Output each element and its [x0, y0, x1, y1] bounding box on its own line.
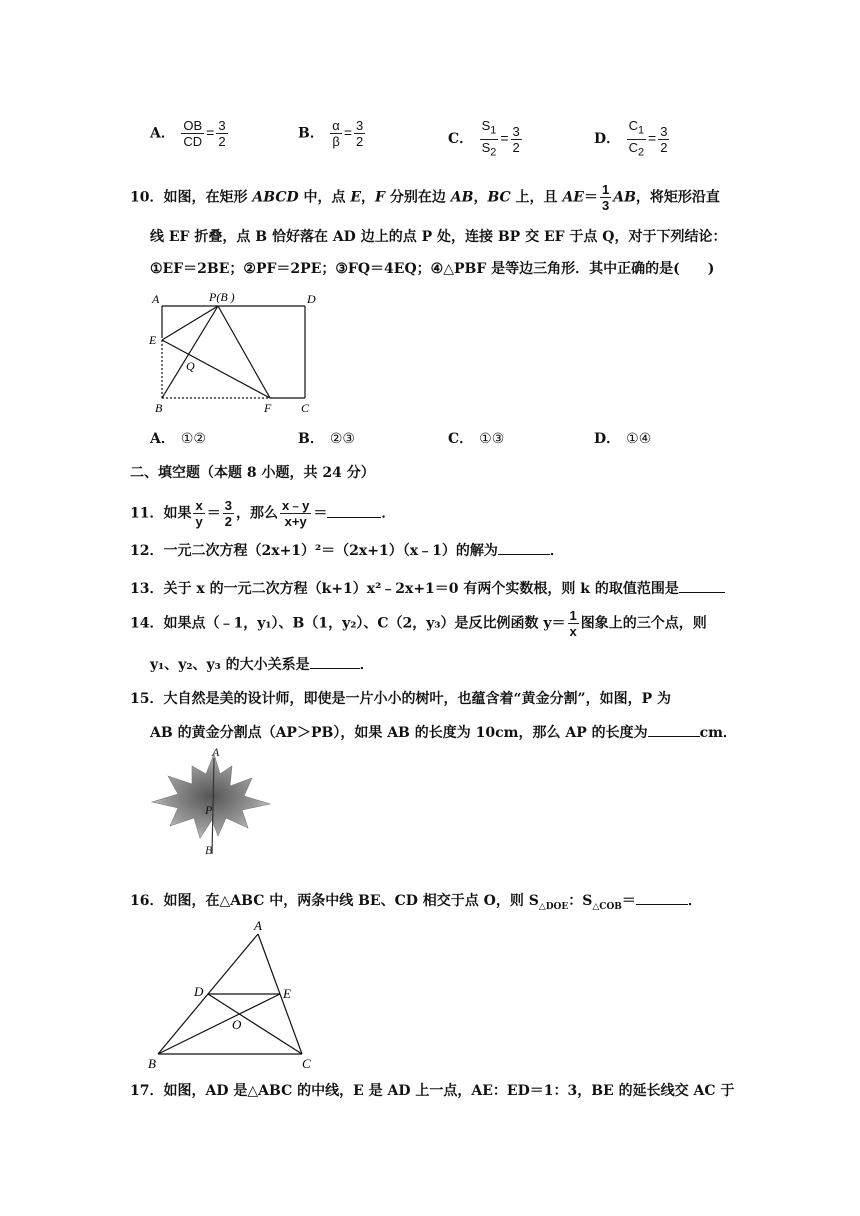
fraction: $\frac{3}{2}$ [512, 123, 520, 155]
option-letter: C． [448, 131, 474, 148]
label-p: P [205, 803, 213, 817]
label-c: C [302, 1056, 311, 1071]
q9-option-a: A． $\frac{OB}{CD}$ = $\frac{3}{2}$ [150, 118, 226, 149]
q16: 16．如图，在△ABC 中，两条中线 BE、CD 相交于点 O，则 $S_{\triangle DOE}$：$S_{\triangle COB}=$ ． [130, 893, 702, 912]
fraction: $\frac{3}{2}$ [224, 498, 232, 529]
q10-line2: 线 EF 折叠，点 B 恰好落在 AD 边上的点 P 处，连接 BP 交 EF 于点 Q，对于下列结论： [150, 229, 727, 245]
label-a: A [212, 745, 220, 759]
option-letter: A． [150, 125, 175, 142]
answer-blank [498, 542, 550, 555]
q10-rectangle-figure [145, 288, 325, 416]
label-e: E [283, 986, 291, 1001]
q12: 12．一元二次方程（2x+1）²＝（2x+1）（x﹣1）的解为 ． [130, 543, 564, 559]
label-b: B [205, 843, 213, 856]
answer-blank [636, 892, 688, 905]
label-d: D [307, 292, 316, 306]
label-d: D [194, 984, 204, 999]
q10-option-b: B． ②③ [298, 431, 355, 447]
label-q: Q [186, 359, 195, 373]
answer-blank [648, 724, 700, 737]
answer-blank [327, 505, 381, 518]
option-letter: D． [594, 131, 621, 148]
fraction: $\frac{3}{2}$ [660, 123, 668, 155]
fraction: $\frac{1}{x}$ [569, 608, 577, 639]
q10-option-c: C． ①③ [448, 431, 505, 447]
fraction: $\frac{S_1}{S_2}$ [481, 118, 497, 159]
q16-triangle-figure [140, 916, 330, 1072]
fraction: $\frac{3}{2}$ [356, 118, 364, 149]
q11: 11．如果 $\frac{x}{y}$ ＝ $\frac{3}{2}$ ，那么 $\frac{x﹣y}{x+y}$ ＝ ． [130, 498, 396, 529]
q14-line2: y₁、y₂、y₃ 的大小关系是 ． [150, 657, 374, 673]
label-p: P(B ) [209, 290, 235, 304]
label-a: A [152, 292, 160, 306]
q10-line1: 10．如图，在矩形 ABCD 中，点 E，F 分别在边 AB，BC 上，且 AE＝ $\frac{1}{3}$ AB，将矩形沿直 [130, 182, 720, 213]
q15-line1: 15．大自然是美的设计师，即使是一片小小的树叶，也蕴含着“黄金分割”，如图，P 为 [130, 691, 671, 707]
q10-option-d: D． ①④ [594, 431, 652, 447]
q9-option-c: C． $\frac{S_1}{S_2}$ = $\frac{3}{2}$ [448, 118, 520, 159]
fraction: $\frac{\alpha}{\beta}$ [332, 118, 340, 149]
label-f: F [264, 401, 272, 415]
fraction: $\frac{1}{3}$ [601, 182, 610, 213]
label-b: B [148, 1056, 156, 1071]
q15-line2: AB 的黄金分割点（AP＞PB），如果 AB 的长度为 10cm，那么 AP 的长度为 cm． [150, 725, 737, 741]
q9-option-d: D． $\frac{C_1}{C_2}$ = $\frac{3}{2}$ [594, 118, 668, 159]
q10-line3: ①EF＝2BE；②PF＝2PE；③FQ＝4EQ；④△PBF 是等边三角形．其中正确的是( ) [150, 261, 715, 277]
label-e: E [149, 333, 157, 347]
q10-option-a: A． ①② [150, 431, 206, 447]
fraction: $\frac{C_1}{C_2}$ [628, 118, 645, 159]
fraction: $\frac{OB}{CD}$ [183, 118, 203, 149]
label-o: O [232, 1017, 242, 1032]
label-c: C [301, 401, 310, 415]
answer-blank [310, 656, 360, 669]
fraction: $\frac{x﹣y}{x+y}$ [281, 498, 310, 529]
q15-maple-leaf-figure [148, 744, 278, 856]
option-letter: B． [298, 125, 324, 142]
q13: 13．关于 x 的一元二次方程（k+1）x²﹣2x+1＝0 有两个实数根，则 k 的取值范围是 [130, 578, 725, 598]
q17: 17．如图，AD 是△ABC 的中线，E 是 AD 上一点，AE：ED＝1：3，BE 的延长线交 AC 于 [130, 1083, 735, 1099]
q9-option-b: B． $\frac{\alpha}{\beta}$ = $\frac{3}{2}$ [298, 118, 364, 149]
fraction: $\frac{3}{2}$ [218, 118, 226, 149]
fraction: $\frac{x}{y}$ [195, 498, 203, 529]
section-heading: 二、填空题（本题 8 小题，共 24 分） [130, 465, 375, 481]
label-a: A [254, 918, 262, 933]
q14-line1: 14．如果点（﹣1，y₁）、B（1，y₂）、C（2，y₃）是反比例函数 y＝ $\frac{1}{x}$ 图象上的三个点，则 [130, 608, 707, 639]
label-b: B [155, 401, 163, 415]
answer-blank [679, 580, 725, 593]
